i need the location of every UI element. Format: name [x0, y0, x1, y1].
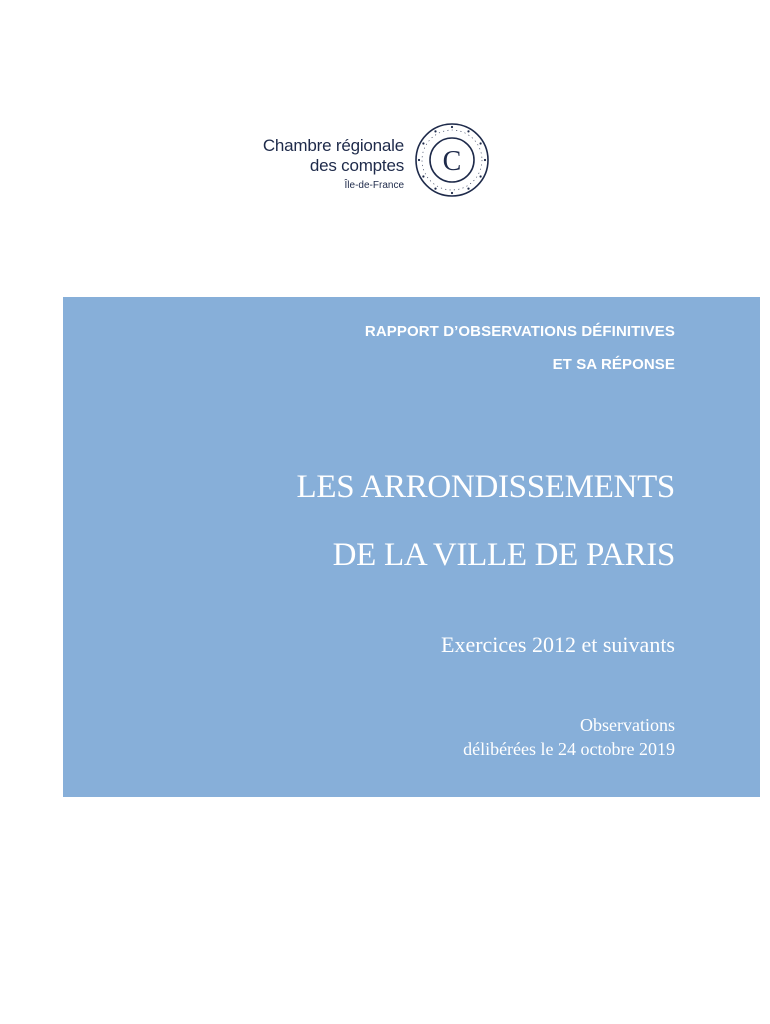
- deliberation-note-line2: délibérées le 24 octobre 2019: [463, 739, 675, 759]
- document-title-line1: LES ARRONDISSEMENTS: [296, 469, 675, 505]
- document-title-line2: DE LA VILLE DE PARIS: [332, 537, 675, 573]
- seal-letter: C: [442, 146, 462, 177]
- report-type-line1: RAPPORT D’OBSERVATIONS DÉFINITIVES: [364, 323, 675, 340]
- institution-name-line1: Chambre régionale: [262, 136, 404, 155]
- period-subtitle: Exercices 2012 et suivants: [441, 632, 675, 657]
- deliberation-note: [463, 713, 675, 761]
- institution-logo: [200, 120, 500, 200]
- seal-icon: [412, 120, 492, 200]
- report-type: [365, 315, 675, 381]
- document-title: [297, 453, 675, 589]
- institution-name-line2: des comptes: [309, 156, 404, 175]
- institution-region: Île-de-France: [344, 180, 404, 191]
- cover-panel: [63, 297, 760, 797]
- report-type-line2: ET SA RÉPONSE: [552, 356, 675, 373]
- deliberation-note-line1: Observations: [580, 715, 675, 735]
- institution-name: [263, 136, 404, 194]
